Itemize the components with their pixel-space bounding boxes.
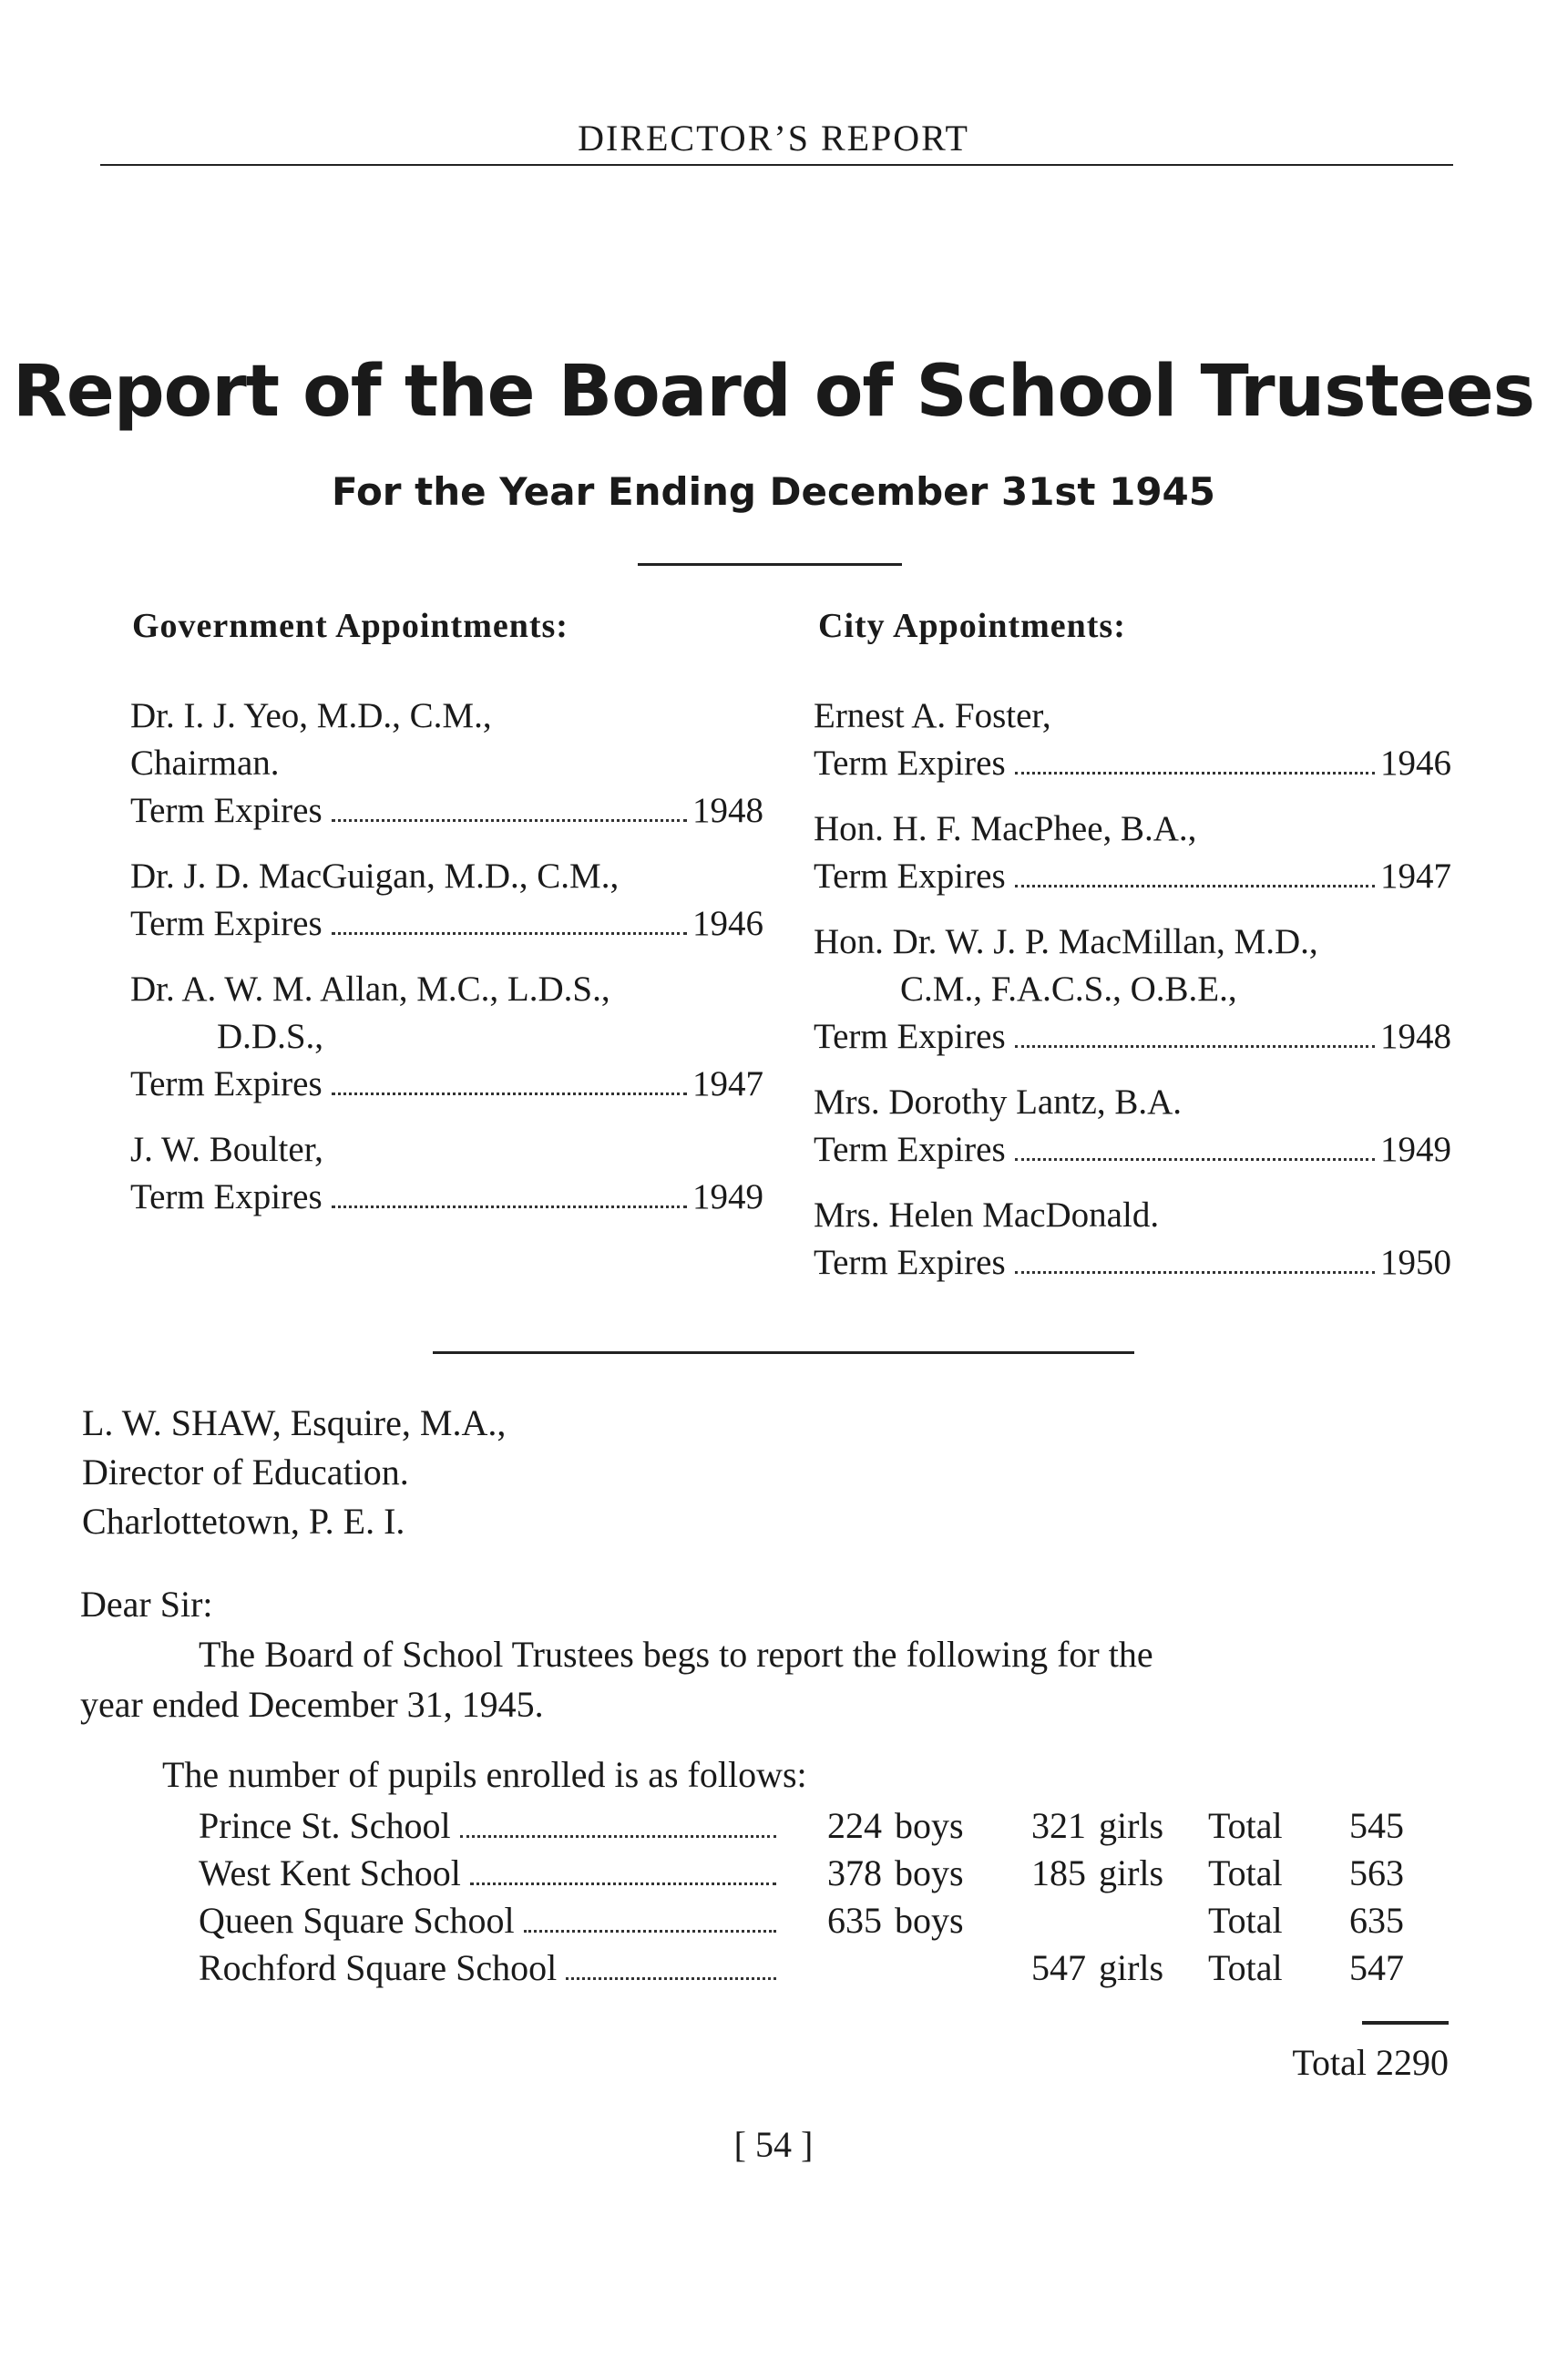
leader-dots <box>460 1835 776 1838</box>
term-row <box>814 1239 1451 1287</box>
addressee-name: L. W. SHAW, Esquire, M.A., <box>82 1402 507 1443</box>
term-label: Term Expires <box>130 1177 323 1216</box>
school-cell <box>199 1946 800 1994</box>
term-year: 1946 <box>692 904 763 943</box>
row-total: 563 <box>1349 1852 1404 1893</box>
school-cell <box>199 1804 800 1852</box>
city-entry <box>814 692 1451 787</box>
term-label: Term Expires <box>130 904 323 943</box>
addressee-block <box>82 1399 506 1546</box>
term-year: 1949 <box>692 1177 763 1216</box>
term-label: Term Expires <box>130 791 323 830</box>
boys-label: boys <box>895 1852 964 1893</box>
boys-label <box>882 1946 1004 1994</box>
leader-dots <box>1015 885 1375 887</box>
grand-total-label: Total <box>1292 2042 1367 2083</box>
city-entry <box>814 1079 1451 1174</box>
row-total: 545 <box>1349 1805 1404 1846</box>
city-entry <box>814 1192 1451 1287</box>
term-year: 1948 <box>1380 1017 1451 1056</box>
school-cell <box>199 1899 800 1946</box>
government-entry <box>130 853 763 948</box>
total-label: Total <box>1208 1852 1283 1893</box>
term-row <box>814 853 1451 900</box>
leader-dots <box>470 1882 776 1885</box>
school-name: West Kent School <box>199 1852 461 1893</box>
government-entry <box>130 966 763 1108</box>
header-rule <box>100 164 1453 166</box>
term-year: 1949 <box>1380 1130 1451 1169</box>
running-header: DIRECTOR’S REPORT <box>578 118 969 159</box>
term-year: 1947 <box>692 1064 763 1103</box>
total-label: Total <box>1208 1900 1283 1941</box>
school-name: Queen Square School <box>199 1900 515 1941</box>
boys-label: boys <box>895 1900 964 1941</box>
term-row <box>814 740 1451 787</box>
section-rule <box>433 1351 1134 1354</box>
appointee-name: J. W. Boulter, <box>130 1130 323 1169</box>
term-row <box>130 1061 763 1108</box>
table-row <box>199 1804 1404 1852</box>
table-row <box>199 1946 1404 1994</box>
girls-count: 321 <box>1031 1805 1086 1846</box>
girls-count: 547 <box>1031 1947 1086 1988</box>
school-name-row <box>199 1804 782 1847</box>
leader-dots <box>1015 772 1375 775</box>
appointee-name: Hon. Dr. W. J. P. MacMillan, M.D., <box>814 922 1318 961</box>
term-label: Term Expires <box>814 1017 1006 1056</box>
term-label: Term Expires <box>814 857 1006 896</box>
boys-count: 378 <box>827 1852 882 1893</box>
city-entry <box>814 918 1451 1061</box>
appointee-degree: D.D.S., <box>217 1017 324 1056</box>
table-row <box>199 1852 1404 1899</box>
school-name-row <box>199 1899 782 1942</box>
term-row <box>130 787 763 835</box>
girls-label: girls <box>1099 1805 1164 1846</box>
term-year: 1948 <box>692 791 763 830</box>
government-list <box>130 692 763 1239</box>
leader-dots <box>332 932 687 935</box>
city-heading: City Appointments: <box>818 607 1126 645</box>
school-name-row <box>199 1946 782 1989</box>
term-row <box>130 1174 763 1221</box>
boys-count <box>800 1946 882 1994</box>
girls-count <box>1004 1899 1086 1946</box>
page-title: Report of the Board of School Trustees <box>12 351 1535 433</box>
term-label: Term Expires <box>130 1064 323 1103</box>
girls-label <box>1086 1899 1208 1946</box>
school-name-row <box>199 1852 782 1894</box>
girls-label: girls <box>1099 1852 1164 1893</box>
leader-dots <box>332 1093 687 1095</box>
enrollment-table <box>199 1804 1404 1994</box>
term-label: Term Expires <box>814 1130 1006 1169</box>
city-list <box>814 692 1451 1305</box>
table-row <box>199 1899 1404 1946</box>
appointee-name: Mrs. Dorothy Lantz, B.A. <box>814 1082 1183 1122</box>
leader-dots <box>1015 1045 1375 1048</box>
body-line: The Board of School Trustees begs to report the following for the <box>199 1634 1153 1675</box>
appointee-name: Hon. H. F. MacPhee, B.A., <box>814 809 1197 848</box>
appointee-name: Mrs. Helen MacDonald. <box>814 1195 1160 1235</box>
leader-dots <box>332 819 687 822</box>
total-rule <box>1362 2021 1449 2025</box>
leader-dots <box>332 1205 687 1208</box>
row-total: 547 <box>1349 1947 1404 1988</box>
government-entry <box>130 1126 763 1221</box>
boys-count: 635 <box>827 1900 882 1941</box>
school-name: Rochford Square School <box>199 1947 558 1988</box>
page-subtitle: For the Year Ending December 31st 1945 <box>331 469 1216 514</box>
term-row <box>814 1126 1451 1174</box>
addressee-title: Director of Education. <box>82 1452 409 1493</box>
total-label: Total <box>1208 1947 1283 1988</box>
term-label: Term Expires <box>814 1243 1006 1282</box>
enrollment-intro: The number of pupils enrolled is as follows: <box>162 1754 807 1795</box>
appointee-name: Dr. J. D. MacGuigan, M.D., C.M., <box>130 857 620 896</box>
leader-dots <box>566 1977 776 1980</box>
row-total: 635 <box>1349 1900 1404 1941</box>
leader-dots <box>1015 1158 1375 1161</box>
body-line: year ended December 31, 1945. <box>80 1684 544 1725</box>
girls-label: girls <box>1099 1947 1164 1988</box>
government-heading: Government Appointments: <box>132 607 569 645</box>
title-rule <box>638 563 902 566</box>
appointee-name: Dr. A. W. M. Allan, M.C., L.D.S., <box>130 969 610 1009</box>
addressee-city: Charlottetown, P. E. I. <box>82 1501 405 1542</box>
leader-dots <box>524 1930 776 1933</box>
grand-total-value: 2290 <box>1376 2042 1449 2083</box>
boys-count: 224 <box>827 1805 882 1846</box>
appointee-name: Dr. I. J. Yeo, M.D., C.M., <box>130 696 492 735</box>
government-entry <box>130 692 763 835</box>
appointee-degree: C.M., F.A.C.S., O.B.E., <box>900 969 1237 1009</box>
page-number: [ 54 ] <box>733 2124 814 2165</box>
term-row <box>814 1013 1451 1061</box>
term-year: 1947 <box>1380 857 1451 896</box>
school-cell <box>199 1852 800 1899</box>
school-name: Prince St. School <box>199 1805 451 1846</box>
boys-label: boys <box>895 1805 964 1846</box>
letter-body <box>80 1579 1451 1800</box>
grand-total <box>1239 2041 1449 2084</box>
appointee-name: Ernest A. Foster, <box>814 696 1051 735</box>
salutation: Dear Sir: <box>80 1584 213 1625</box>
term-year: 1950 <box>1380 1243 1451 1282</box>
city-entry <box>814 805 1451 900</box>
leader-dots <box>1015 1271 1375 1274</box>
term-year: 1946 <box>1380 744 1451 783</box>
girls-count: 185 <box>1031 1852 1086 1893</box>
term-label: Term Expires <box>814 744 1006 783</box>
appointee-role: Chairman. <box>130 744 280 783</box>
total-label: Total <box>1208 1805 1283 1846</box>
term-row <box>130 900 763 948</box>
